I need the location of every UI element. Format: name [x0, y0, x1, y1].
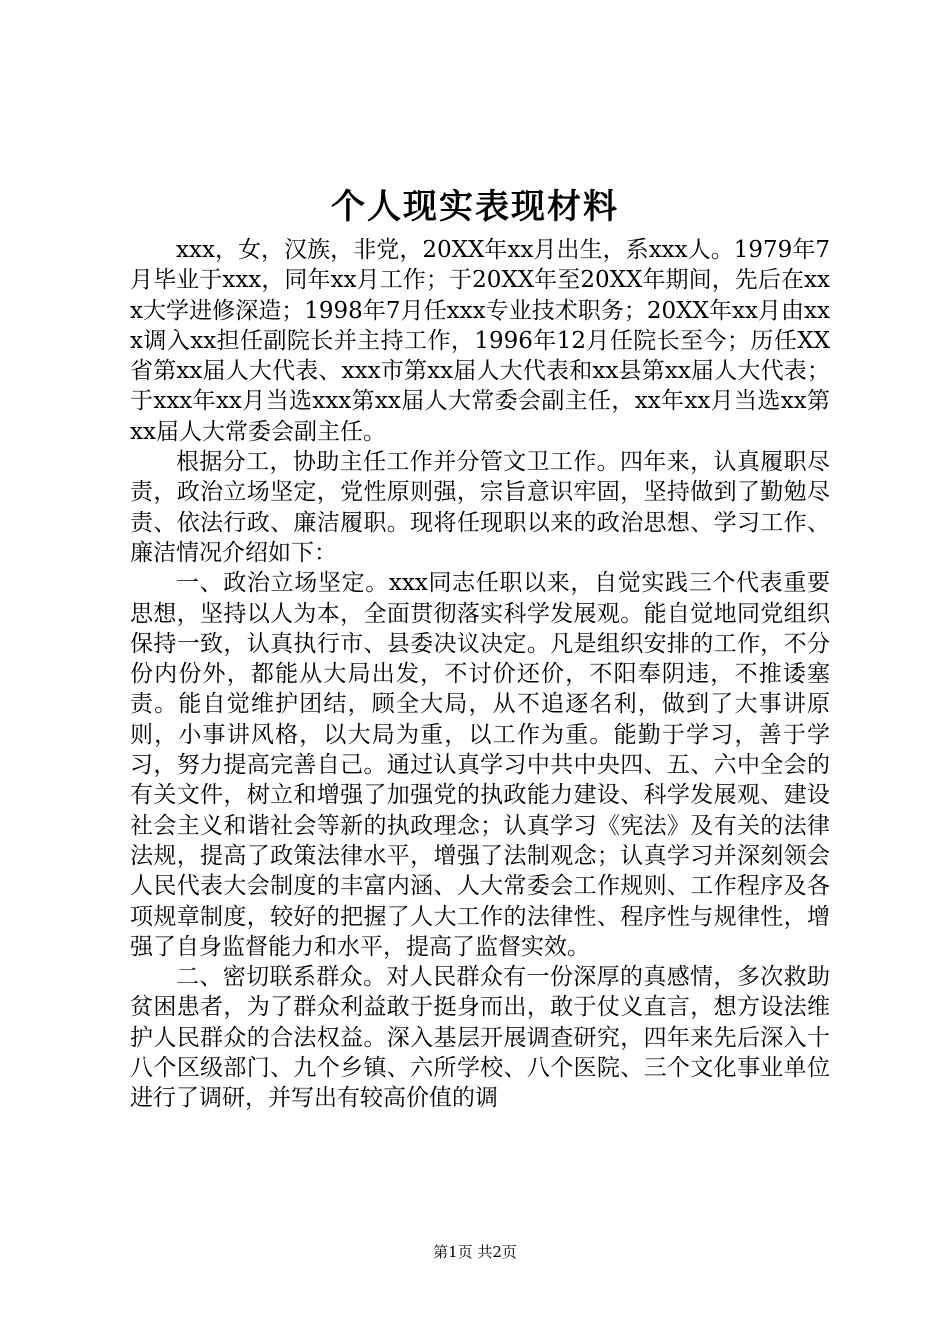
paragraph-political-stance: 一、政治立场坚定。xxx同志任职以来，自觉实践三个代表重要思想，坚持以人为本，全面贯彻落实科学发展观。能自觉地同党组织保持一致，认真执行市、县委决议决定。凡是组织安排的工作，不分份内份外，都能从大局出发，不讨价还价，不阳奉阴违，不推诿塞责。能自觉维护团结，顾全大局，从不追逐名利，做到了大事讲原则，小事讲风格，以大局为重，以工作为重。能勤于学习，善于学习，努力提高完善自己。通过认真学习中共中央四、五、六中全会的有关文件，树立和增强了加强党的执政能力建设、科学发展观、建设社会主义和谐社会等新的执政理念；认真学习《宪法》及有关的法律法规，提高了政策法律水平，增强了法制观念；认真学习并深刻领会人民代表大会制度的丰富内涵、人大常委会工作规则、工作程序及各项规章制度，较好的把握了人大工作的法律性、程序性与规律性，增强了自身监督能力和水平，提高了监督实效。: [130, 570, 830, 960]
paragraph-mass-connection: 二、密切联系群众。对人民群众有一份深厚的真感情，多次救助贫困患者，为了群众利益敢于挺身而出，敢于仗义直言，想方设法维护人民群众的合法权益。深入基层开展调查研究，四年来先后深入十八个区级部门、九个乡镇、六所学校、八个医院、三个文化事业单位进行了调研，并写出有较高价值的调: [130, 964, 830, 1112]
document-body: [130, 235, 830, 1114]
page-number-footer: 第1页 共2页: [433, 1243, 517, 1261]
paragraph-personal-info: xxx，女，汉族，非党，20XX年xx月出生，系xxx人。1979年7月毕业于xxx，同年xx月工作；于20XX年至20XX年期间，先后在xxx大学进修深造；1998年7月任xxx专业技术职务；20XX年xx月由xxx调入xx担任副院长并主持工作，1996年12月任院长至今；历任XX省第xx届人大代表、xxx市第xx届人大代表和xx县第xx届人大代表；于xxx年xx月当选xxx第xx届人大常委会副主任，xx年xx月当选xx第xx届人大常委会副主任。: [130, 237, 830, 445]
paragraph-duties-overview: 根据分工，协助主任工作并分管文卫工作。四年来，认真履职尽责，政治立场坚定，党性原则强，宗旨意识牢固，坚持做到了勤勉尽责、依法行政、廉洁履职。现将任现职以来的政治思想、学习工作、廉洁情况介绍如下：: [130, 449, 830, 566]
document-title: 个人现实表现材料: [331, 187, 619, 227]
